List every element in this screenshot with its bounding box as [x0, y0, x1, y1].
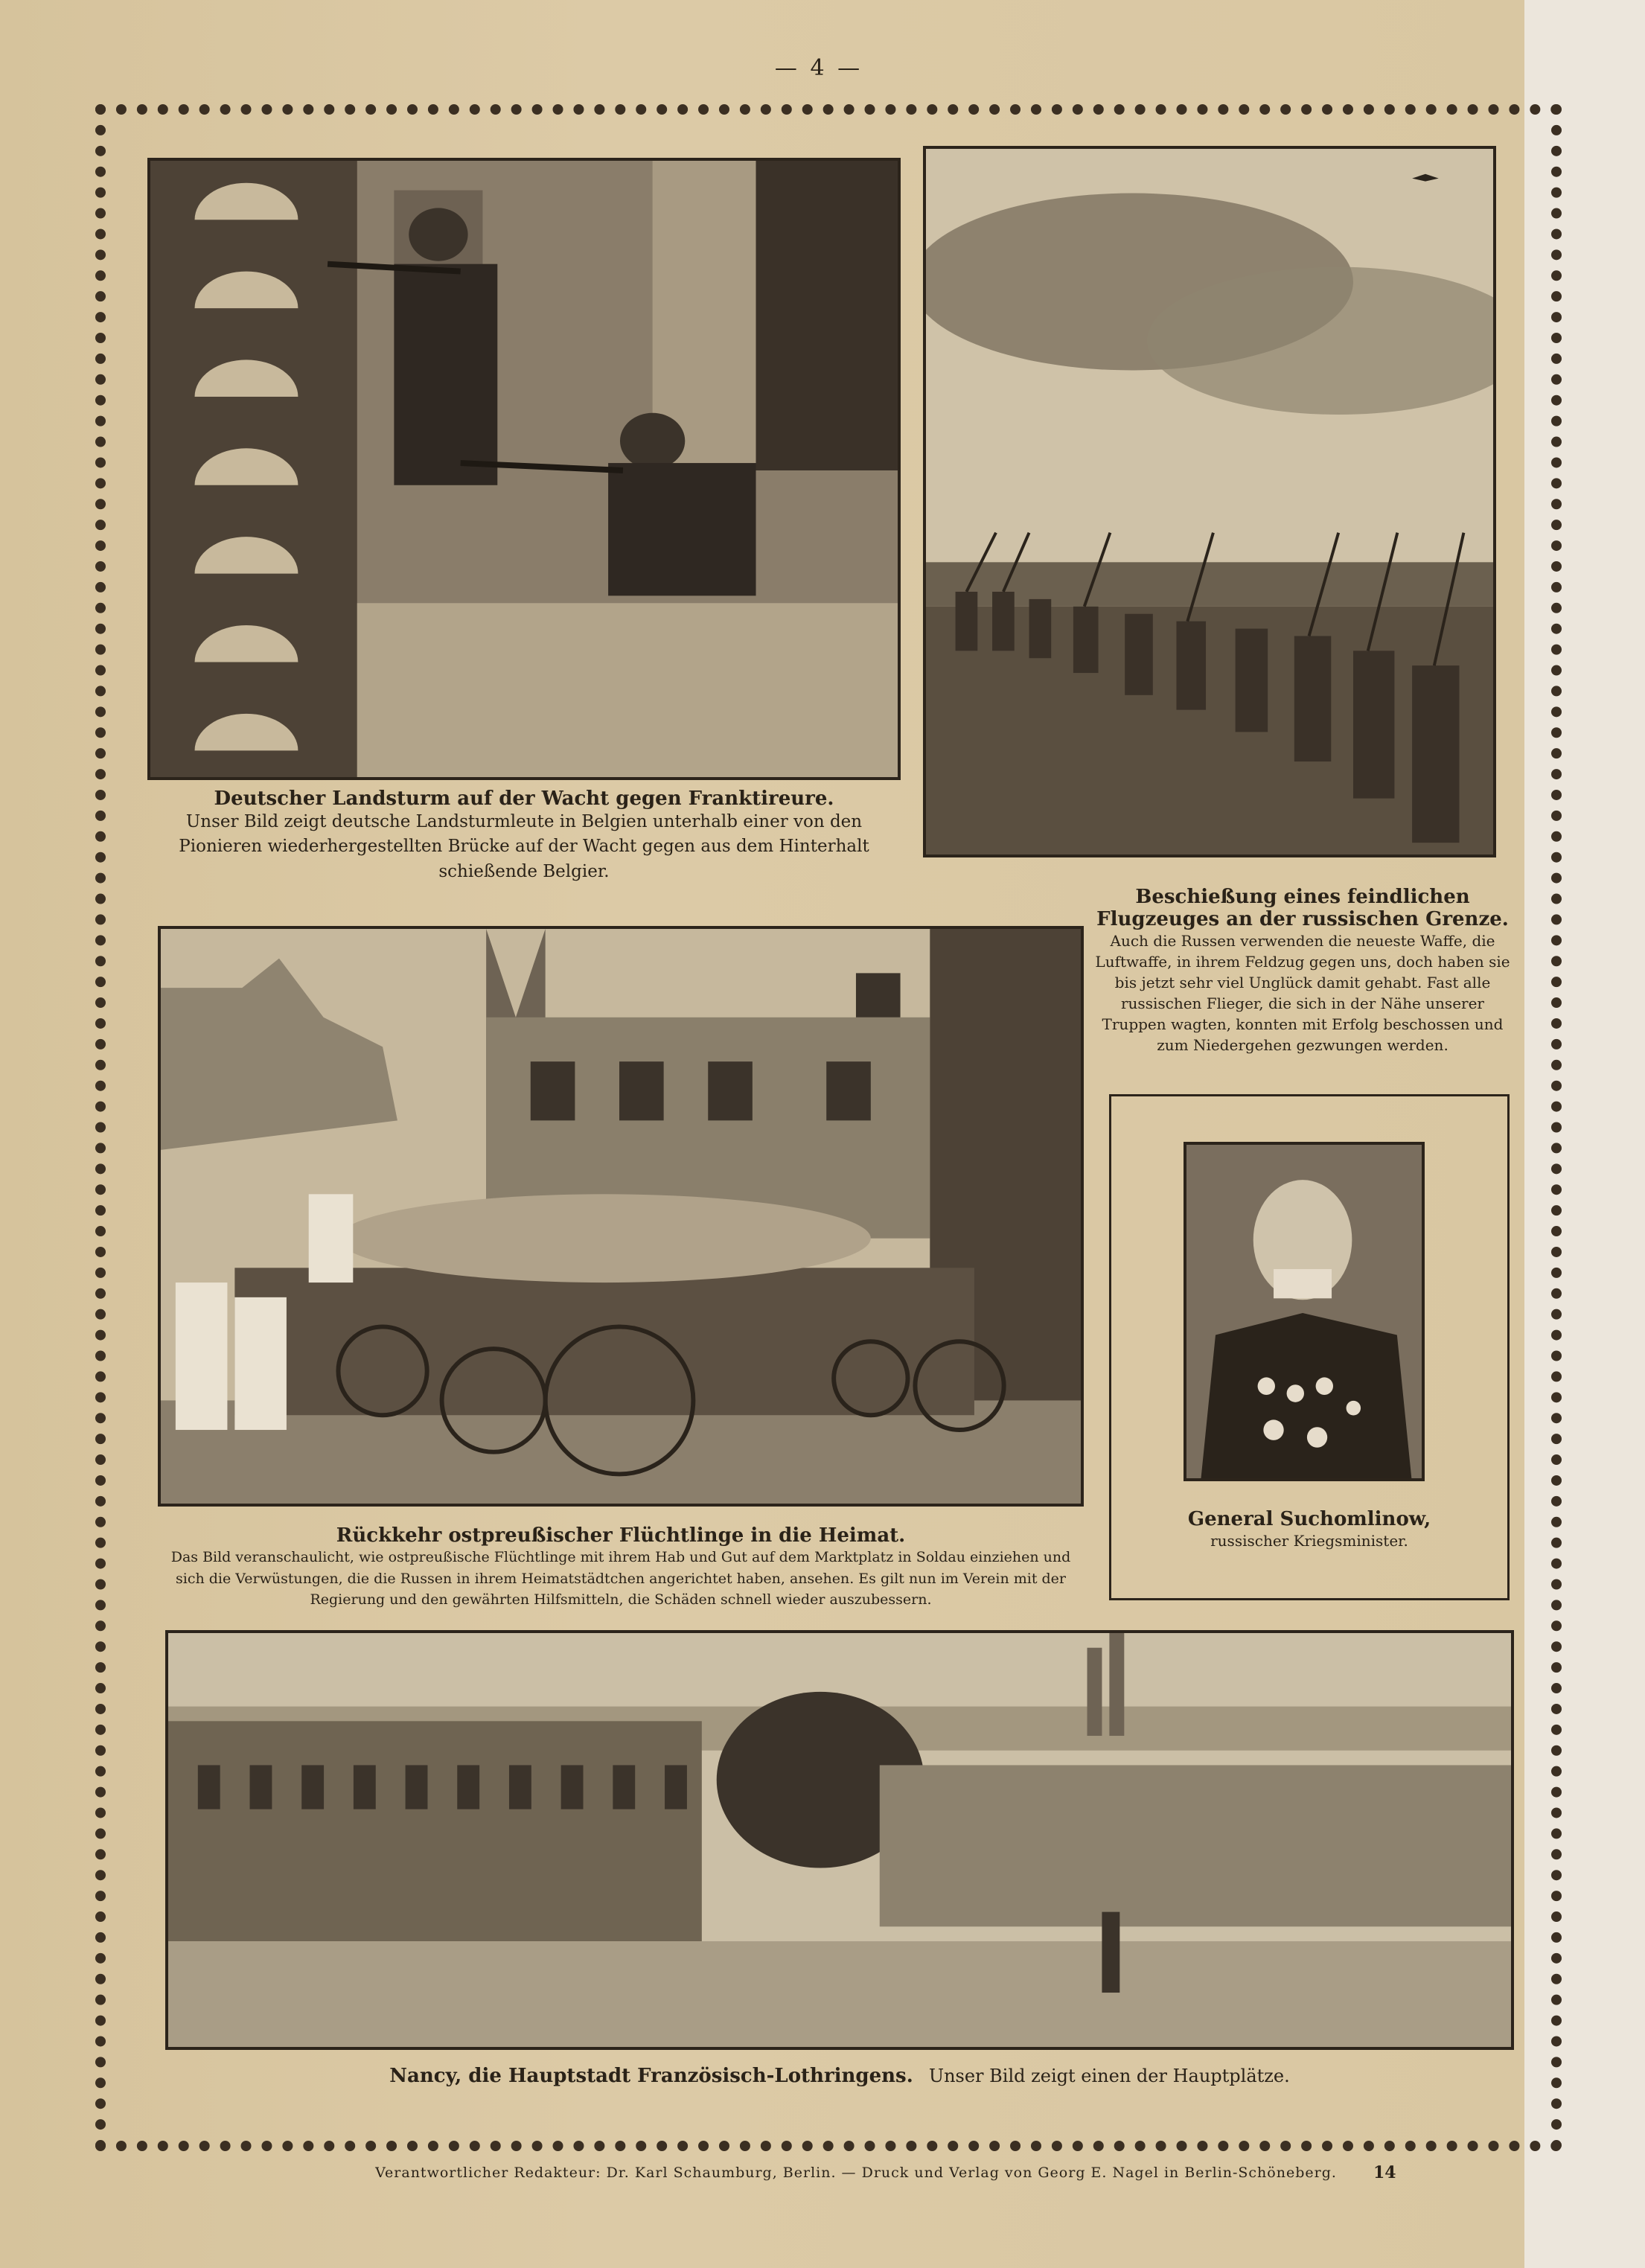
caption-landsturm	[147, 788, 901, 884]
caption-text: Auch die Russen verwenden die neueste Waffe, die Luftwaffe, in ihrem Feldzug gegen uns, doch haben sie bis jetzt sehr viel Unglück damit gehabt. Fast alle russischen Flieger, die sich in der Nähe unserer Truppen wagten, konnten mit Erfolg beschossen und zum Niedergehen gezwungen werden.	[1095, 932, 1510, 1054]
caption-title: General Suchomlinow,	[1187, 1508, 1431, 1530]
caption-title: Beschießung eines feindlichen Flugzeuges an der russischen Grenze.	[1096, 886, 1509, 930]
photo-general-portrait	[1184, 1142, 1425, 1481]
caption-title: Deutscher Landsturm auf der Wacht gegen Franktireure.	[214, 788, 834, 810]
photo-aircraft-fire	[923, 146, 1496, 857]
photo-nancy	[165, 1630, 1514, 2050]
photo-landsturm	[147, 158, 901, 780]
caption-title: Nancy, die Hauptstadt Französisch-Lothringens.	[389, 2065, 913, 2087]
caption-general	[1117, 1508, 1502, 1552]
sheet-number: 14	[1373, 2163, 1396, 2182]
caption-refugees	[158, 1524, 1084, 1611]
caption-text: russischer Kriegsminister.	[1210, 1532, 1408, 1550]
caption-text: Unser Bild zeigt deutsche Landsturmleute in Belgien unterhalb einer von den Pionieren wiederhergestellten Brücke auf der Wacht gegen aus dem Hinterhalt schießende Belgier.	[179, 812, 869, 881]
page-number: — 4 —	[774, 55, 863, 81]
caption-text: Unser Bild zeigt einen der Hauptplätze.	[928, 2066, 1290, 2086]
imprint-line: Verantwortlicher Redakteur: Dr. Karl Schaumburg, Berlin. — Druck und Verlag von Georg E. Nagel in Berlin-Schöneberg.	[375, 2165, 1337, 2181]
photo-refugees	[158, 926, 1084, 1507]
caption-nancy	[165, 2065, 1514, 2087]
caption-aircraft-fire	[1094, 886, 1511, 1055]
caption-title: Rückkehr ostpreußischer Flüchtlinge in die Heimat.	[336, 1524, 906, 1547]
caption-text: Das Bild veranschaulicht, wie ostpreußische Flüchtlinge mit ihrem Hab und Gut auf dem Marktplatz in Soldau einziehen und sich die Verwüstungen, die die Russen in ihrem Heimatstädtchen angerichtet haben, ansehen. Es gilt nun im Verein mit der Regierung und den gewährten Hilfsmitteln, die Schäden schnell wieder auszubessern.	[170, 1549, 1071, 1608]
